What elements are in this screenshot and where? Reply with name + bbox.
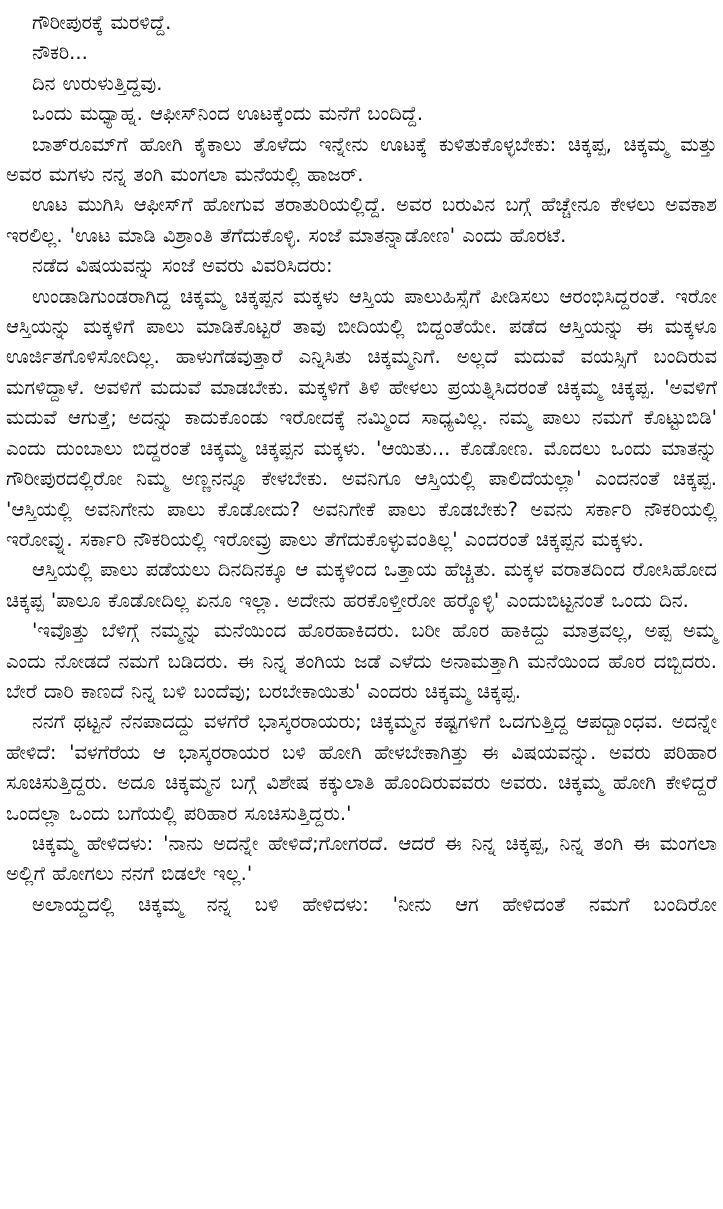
paragraph: ಚಿಕ್ಕಮ್ಮ ಹೇಳಿದಳು: 'ನಾನು ಅದನ್ನೇ ಹೇಳಿದೆ;ಗೋಗರದೆ. ಆದರೆ ಈ ನಿನ್ನ ಚಿಕ್ಕಪ್ಪ, ನಿನ್ನ ತಂಗಿ ಈ ಮಂಗಲಾ ಅಲ್ಲಿಗೆ ಹೋಗಲು ನನಗೆ ಬಿಡಲೇ ಇಲ್ಲ.' [6,831,717,886]
paragraph: ಬಾತ್‌ರೂಮ್‌ಗೆ ಹೋಗಿ ಕೈಕಾಲು ತೊಳೆದು ಇನ್ನೇನು ಊಟಕ್ಕೆ ಕುಳಿತುಕೊಳ್ಳಬೇಕು: ಚಿಕ್ಕಪ್ಪ, ಚಿಕ್ಕಮ್ಮ ಮತ್ತು ಅವರ ಮಗಳು ನನ್ನ ತಂಗಿ ಮಂಗಲಾ ಮನೆಯಲ್ಲಿ ಹಾಜರ್. [6,132,717,187]
paragraph: ಆಸ್ತಿಯಲ್ಲಿ ಪಾಲು ಪಡೆಯಲು ದಿನದಿನಕ್ಕೂ ಆ ಮಕ್ಕಳಿಂದ ಒತ್ತಾಯ ಹೆಚ್ಚಿತು. ಮಕ್ಕಳ ವರಾತದಿಂದ ರೋಸಿಹೋದ ಚಿಕ್ಕಪ್ಪ 'ಪಾಲೂ ಕೊಡೋದಿಲ್ಲ ಏನೂ ಇಲ್ಲಾ. ಅದೇನು ಹರಕೊಳ್ತೀರೋ ಹರ್‍ಕೊಳ್ಳಿ' ಎಂದುಬಿಟ್ಟನಂತೆ ಒಂದು ದಿನ. [6,558,717,612]
paragraph: 'ಇವೊತ್ತು ಬೆಳಿಗ್ಗೆ ನಮ್ಮನ್ನು ಮನೆಯಿಂದ ಹೊರಹಾಕಿದರು. ಬರೀ ಹೊರ ಹಾಕಿದ್ದು ಮಾತ್ರವಲ್ಲ, ಅಪ್ಪ ಅಮ್ಮ ಎಂದು ನೋಡದೆ ನಮಗೆ ಬಡಿದರು. ಈ ನಿನ್ನ ತಂಗಿಯ ಜಡೆ ಎಳೆದು ಅನಾಮತ್ತಾಗಿ ಮನೆಯಿಂದ ಹೊರ ದಬ್ಬಿದರು. ಬೇರೆ ದಾರಿ ಕಾಣದೆ ನಿನ್ನ ಬಳಿ ಬಂದೆವು; ಬರಬೇಕಾಯಿತು' ಎಂದರು ಚಿಕ್ಕಮ್ಮ ಚಿಕ್ಕಪ್ಪ. [6,619,717,703]
paragraph: ನನಗೆ ಥಟ್ಟನೆ ನೆನಪಾದದ್ದು ವಳಗೆರೆ ಭಾಸ್ಕರರಾಯರು; ಚಿಕ್ಕಮ್ಮನ ಕಷ್ಟಗಳಿಗೆ ಒದಗುತ್ತಿದ್ದ ಆಪದ್ಬಾಂಧವ. ಅದನ್ನೇ ಹೇಳಿದೆ: 'ವಳಗೆರೆಯ ಆ ಭಾಸ್ಕರರಾಯರ ಬಳಿ ಹೋಗಿ ಹೇಳಬೇಕಾಗಿತ್ತು ಈ ವಿಷಯವನ್ನು. ಅವರು ಪರಿಹಾರ ಸೂಚಿಸುತ್ತಿದ್ದರು. ಅದೂ ಚಿಕ್ಕಮ್ಮನ ಬಗ್ಗೆ ವಿಶೇಷ ಕಕ್ಕುಲಾತಿ ಹೊಂದಿರುವವರು ಅವರು. ಚಿಕ್ಕಮ್ಮ ಹೋಗಿ ಕೇಳಿದ್ದರೆ ಒಂದಲ್ಲಾ ಒಂದು ಬಗೆಯಲ್ಲಿ ಪರಿಹಾರ ಸೂಚಿಸುತ್ತಿದ್ದರು.' [6,710,717,825]
paragraph: ನಡೆದ ವಿಷಯವನ್ನು ಸಂಜೆ ಅವರು ವಿವರಿಸಿದರು: [32,254,333,278]
paragraph: ಊಟ ಮುಗಿಸಿ ಆಫೀಸ್‌ಗೆ ಹೋಗುವ ತರಾತುರಿಯಲ್ಲಿದ್ದೆ. ಅವರ ಬರುವಿನ ಬಗ್ಗೆ ಹೆಚ್ಚೇನೂ ಕೇಳಲು ಅವಕಾಶ ಇರಲಿಲ್ಲ. 'ಊಟ ಮಾಡಿ ವಿಶ್ರಾಂತಿ ತೆಗೆದುಕೊಳ್ಳಿ. ಸಂಜೆ ಮಾತನ್ನಾಡೋಣ' ಎಂದು ಹೊರಟೆ. [6,193,717,247]
paragraph: ಅಲಾಯ್ದದಲ್ಲಿ ಚಿಕ್ಕಮ್ಮ ನನ್ನ ಬಳಿ ಹೇಳಿದಳು: 'ನೀನು ಆಗ ಹೇಳಿದಂತೆ ನಮಗೆ ಬಂದಿರೋ [32,892,717,916]
paragraph: ಒಂದು ಮಧ್ಯಾಹ್ನ. ಆಫೀಸ್‌ನಿಂದ ಊಟಕ್ಕೆಂದು ಮನೆಗೆ ಬಂದಿದ್ದೆ. [32,102,424,126]
paragraph: ದಿನ ಉರುಳುತ್ತಿದ್ದವು. [32,71,163,95]
paragraph: ನೌಕರಿ... [32,41,88,65]
paragraph: ಗೌರೀಪುರಕ್ಕೆ ಮರಳಿದ್ದೆ. [32,11,172,34]
paragraph: ಉಂಡಾಡಿಗುಂಡರಾಗಿದ್ದ ಚಿಕ್ಕಮ್ಮ ಚಿಕ್ಕಪ್ಪನ ಮಕ್ಕಳು ಆಸ್ತಿಯ ಪಾಲುಹಿಸ್ಸೆಗೆ ಪೀಡಿಸಲು ಆರಂಭಿಸಿದ್ದರಂತೆ. ಇರೋ ಆಸ್ತಿಯನ್ನು ಮಕ್ಕಳಿಗೆ ಪಾಲು ಮಾಡಿಕೊಟ್ಟರೆ ತಾವು ಬೀದಿಯಲ್ಲಿ ಬಿದ್ದಂತೆಯೇ. ಪಡೆದ ಆಸ್ತಿಯನ್ನು ಈ ಮಕ್ಕಳೂ ಊರ್ಜಿತಗೊಳಿಸೋದಿಲ್ಲ. ಹಾಳುಗೆಡವುತ್ತಾರೆ ಎನ್ನಿಸಿತು ಚಿಕ್ಕಮ್ಮನಿಗೆ. ಅಲ್ಲದೆ ಮದುವೆ ವಯಸ್ಸಿಗೆ ಬಂದಿರುವ ಮಗಳಿದ್ದಾಳೆ. ಅವಳಿಗೆ ಮದುವೆ ಮಾಡಬೇಕು. ಮಕ್ಕಳಿಗೆ ತಿಳಿ ಹೇಳಲು ಪ್ರಯತ್ನಿಸಿದರಂತೆ ಚಿಕ್ಕಮ್ಮ ಚಿಕ್ಕಪ್ಪ. 'ಅವಳಿಗೆ ಮದುವೆ ಆಗುತ್ತೆ; ಅದನ್ನು ಕಾದುಕೊಂಡು ಇರೋದಕ್ಕೆ ನಮ್ಮಿಂದ ಸಾಧ್ಯವಿಲ್ಲ. ನಮ್ಮ ಪಾಲು ನಮಗೆ ಕೊಟ್ಟುಬಿಡಿ' ಎಂದು ದುಂಬಾಲು ಬಿದ್ದರಂತೆ ಚಿಕ್ಕಮ್ಮ ಚಿಕ್ಕಪ್ಪನ ಮಕ್ಕಳು. 'ಆಯಿತು... ಕೊಡೋಣ. ಮೊದಲು ಒಂದು ಮಾತನ್ನು ಗೌರೀಪುರದಲ್ಲಿರೋ ನಿಮ್ಮ ಅಣ್ಣನನ್ನೂ ಕೇಳಬೇಕು. ಅವನಿಗೂ ಆಸ್ತಿಯಲ್ಲಿ ಪಾಲಿದೆಯಲ್ಲಾ' ಎಂದನಂತೆ ಚಿಕ್ಕಪ್ಪ. 'ಆಸ್ತಿಯಲ್ಲಿ ಅವನಿಗೇನು ಪಾಲು ಕೊಡೋದು? ಅವನಿಗೇಕೆ ಪಾಲು ಕೊಡಬೇಕು? ಅವನು ಸರ್ಕಾರಿ ನೌಕರಿಯಲ್ಲಿ ಇರೋವ್ನು. ಸರ್ಕಾರಿ ನೌಕರಿಯಲ್ಲಿ ಇರೋವ್ರು ಪಾಲು ತೆಗೆದುಕೊಳ್ಳುವಂತಿಲ್ಲ' ಎಂದರಂತೆ ಚಿಕ್ಕಪ್ಪನ ಮಕ್ಕಳು. [6,284,717,551]
